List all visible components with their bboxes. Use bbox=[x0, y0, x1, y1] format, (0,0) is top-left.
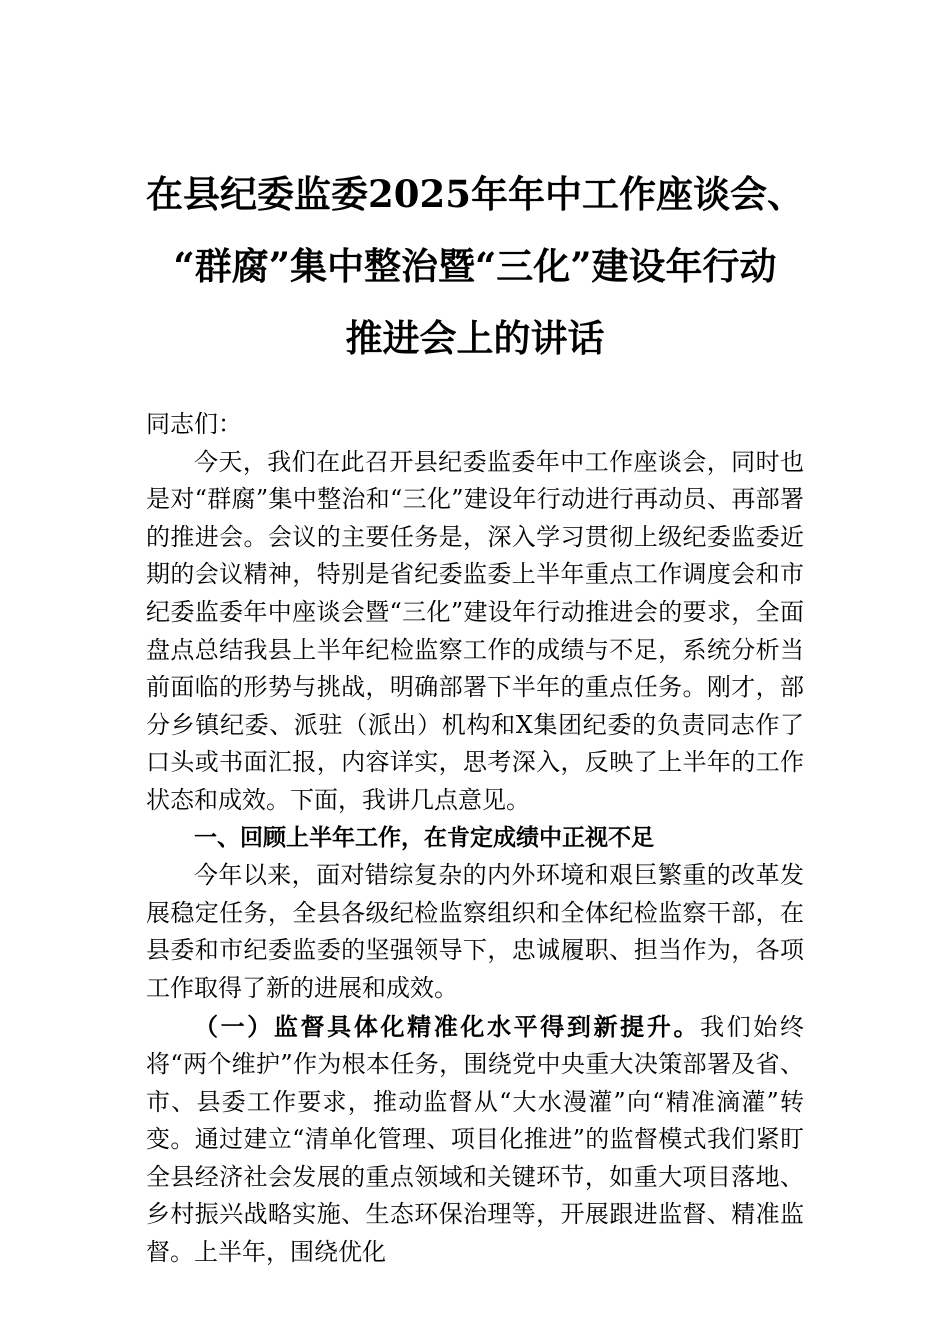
paragraph-opening: 今天，我们在此召开县纪委监委年中工作座谈会，同时也是对“群腐”集中整治和“三化”建设年行动进行再动员、再部署的推进会。会议的主要任务是，深入学习贯彻上级纪委监委近期的会议精神，特别是省纪委监委上半年重点工作调度会和市纪委监委年中座谈会暨“三化”建设年行动推进会的要求，全面盘点总结我县上半年纪检监察工作的成绩与不足，系统分析当前面临的形势与挑战，明确部署下半年的重点任务。刚才，部分乡镇纪委、派驻（派出）机构和X集团纪委的负责同志作了口头或书面汇报，内容详实，思考深入，反映了上半年的工作状态和成效。下面，我讲几点意见。 bbox=[146, 447, 804, 814]
title-line-2: “群腐”集中整治暨“三化”建设年行动 bbox=[173, 244, 777, 288]
paragraph-review: 今年以来，面对错综复杂的内外环境和艰巨繁重的改革发展稳定任务，全县各级纪检监察组织和全体纪检监察干部，在县委和市纪委监委的坚强领导下，忠诚履职、担当作为，各项工作取得了新的进展和成效。 bbox=[146, 861, 804, 1002]
paragraph-supervision bbox=[146, 1008, 804, 1272]
section-heading-1: 一、回顾上半年工作，在肯定成绩中正视不足 bbox=[194, 824, 654, 851]
document-body bbox=[146, 406, 804, 1272]
document-title bbox=[146, 158, 804, 374]
title-line-1: 在县纪委监委2025年年中工作座谈会、 bbox=[146, 172, 804, 216]
salutation: 同志们： bbox=[146, 410, 242, 438]
subheading-1: （一）监督具体化精准化水平得到新提升。 bbox=[194, 1011, 701, 1041]
paragraph-supervision-text: 我们始终将“两个维护”作为根本任务，围绕党中央重大决策部署及省、市、县委工作要求，推动监督从“大水漫灌”向“精准滴灌”转变。通过建立“清单化管理、项目化推进”的监督模式我们紧盯全县经济社会发展的重点领域和关键环节，如重大项目落地、乡村振兴战略实施、生态环保治理等，开展跟进监督、精准监督。上半年，围绕优化 bbox=[146, 1012, 805, 1267]
title-line-3: 推进会上的讲话 bbox=[345, 316, 605, 360]
